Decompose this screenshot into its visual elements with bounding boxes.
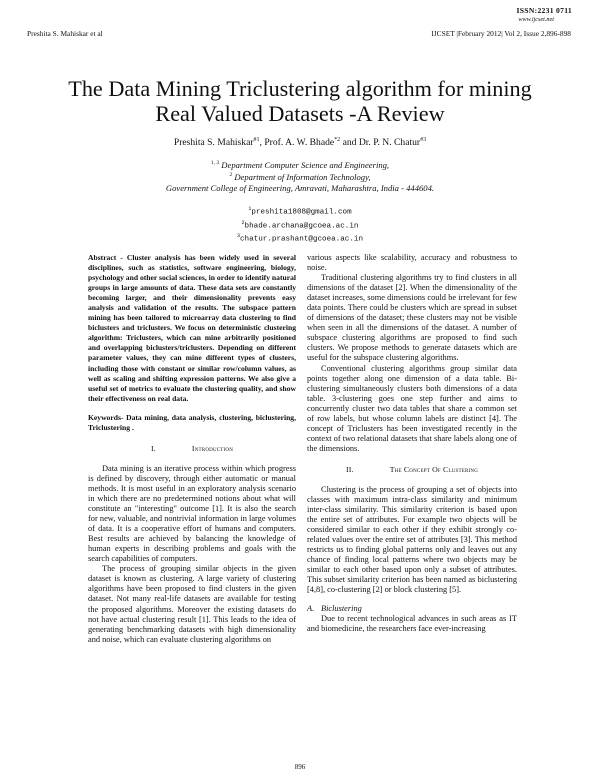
intro-paragraph-1: Data mining is an iterative process within which progress is defined by discovery, through either automatic or manual methods. It is most useful in an exploratory analysis scenario in which there are no predetermined notions about what will constitute an "interesting" outcome [1]. It is also the search for new, valuable, and nontrivial information in large volumes of data. It is a cooperative effort of humans and computers. Best results are achieved by balancing the knowledge of human experts in describing problems and goals with the search capabilities of computers. — [88, 463, 296, 564]
right-paragraph-1: Traditional clustering algorithms try to find clusters in all dimensions of the dataset [2]. When the dimensionality of the dataset increases, some dimensions could be irrelevant for few data points. There could be clusters which are spread in subset of dimensions of the dataset; these clusters may not be visible when seen in all the dimensions of the dataset. A number of subspace clustering algorithms are proposed to find such clusters. We propose methods to generate datasets which are useful for the subspace clustering algorithms. — [307, 273, 517, 363]
intro-paragraph-2: The process of grouping similar objects in the given dataset is known as clustering. A large variety of clustering algorithms have been proposed to find clusters in the given dataset. Not many real-life datasets are available for testing the proposed algorithms. Moreover the existing datasets do not have actual clustering result [1]. This leads to the idea of generating benchmarking datasets with high dimensionality and noise, which can evaluate clustering algorithms on — [88, 564, 296, 644]
author-1-sup: #1 — [253, 137, 260, 143]
author-2: , Prof. A. W. Bhade — [259, 137, 335, 149]
issn-label: ISSN:2231 0711 — [516, 6, 572, 15]
keywords: Keywords- Data mining, data analysis, clustering, biclustering, Triclustering . — [88, 412, 296, 432]
subsection-a-letter: A. — [307, 603, 315, 613]
affiliations — [0, 158, 600, 193]
section-2-title: The Concept Of Clustering — [389, 464, 479, 474]
email-2[interactable]: bhade.archana@gcoea.ac.in — [244, 222, 359, 231]
email-list — [0, 204, 600, 245]
section-heading-introduction — [88, 444, 296, 454]
title-line-1: The Data Mining Triclustering algorithm for mining — [68, 76, 532, 101]
affil-line-2: Department of Information Technology, — [232, 172, 371, 183]
section-2-number: II. — [345, 464, 354, 474]
affil-sup-2: 2 — [229, 172, 233, 179]
affil-line-3: Government College of Engineering, Amravati, Maharashtra, India - 444604. — [165, 182, 435, 193]
email-sup-2: 2 — [241, 219, 245, 226]
section-1-number: I. — [150, 443, 156, 453]
right-paragraph-0: various aspects like scalability, accuracy and robustness to noise. — [307, 253, 517, 273]
left-column — [88, 253, 296, 645]
affil-line-1: Department Computer Science and Engineering, — [219, 159, 390, 170]
email-sup-1: 1 — [248, 206, 252, 212]
author-3-sup: #3 — [420, 137, 427, 143]
journal-site: www.ijcset.net — [518, 16, 554, 23]
email-1[interactable]: preshita1808@gmail.com — [251, 208, 352, 217]
subsection-a-title: Biclustering — [321, 603, 362, 613]
author-2-sup: *2 — [334, 137, 341, 143]
subsection-heading-biclustering — [307, 604, 517, 614]
section-heading-concept — [307, 465, 517, 475]
email-3[interactable]: chatur.prashant@gcoea.ac.in — [239, 236, 364, 244]
section-1-title: Introduction — [191, 443, 234, 453]
running-head-right: IJCSET |February 2012| Vol 2, Issue 2,896-898 — [431, 29, 571, 38]
right-column — [307, 253, 517, 634]
author-list — [0, 137, 600, 148]
right-paragraph-4: Due to recent technological advances in such areas as IT and biomedicine, the researchers face ever-increasing — [307, 613, 517, 633]
abstract: Abstract - Cluster analysis has been widely used in several disciplines, such as statistics, software engineering, biology, psychology and other social sciences, in order to identify natural groups in large amounts of data. These data sets are constantly becoming larger, and their dimensionality prevents easy analysis and validation of the results. The subspace pattern mining has been tailored to microarray data clustering to find biclusters and triclusters. We focus on deterministic clustering algorithm: Triclusters, which can mine arbitrarily positioned and overlapping biclusters/triclusters. Depending on different parameter values, they can mine different types of clusters, including those with constant or similar row/column values, as well as scaling and shifting expression patterns. We also give a useful set of metrics to evaluate the clustering quality, and show their effectiveness on real data. — [88, 253, 296, 403]
paper-title — [0, 76, 600, 126]
right-paragraph-3: Clustering is the process of grouping a set of objects into classes with maximum intra-class similarity and minimum inter-class similarity. This similarity criterion is based upon the entire set of attributes. For example two objects will be considered similar to each other if they exhibit strongly co-related values over the entire set of attributes [3]. This method restricts us to finding global patterns only and leaves out any chance of finding local patterns where two objects may be similar to each other based upon only a subset of attributes. This subset similarity criterion has been named as biclustering [4,8], co-clustering [2] or block clustering [5]. — [307, 484, 517, 595]
page-number: 896 — [294, 763, 306, 771]
affil-sup-1: 1, 3 — [210, 160, 220, 166]
email-sup-3: 3 — [236, 233, 240, 240]
author-1: Preshita S. Mahiskar — [173, 137, 254, 149]
running-head-left: Preshita S. Mahiskar et al — [27, 29, 103, 38]
author-3: and Dr. P. N. Chatur — [340, 137, 421, 149]
title-line-2: Real Valued Datasets -A Review — [155, 101, 445, 126]
right-paragraph-2: Conventional clustering algorithms group similar data points together along one dimension of a data table. Bi-clustering simultaneously clusters both dimensions of a data table. 3-clustering goes one step further and aims to concurrently cluster two data tables that share a common set of row labels, but whose column labels are distinct [4]. The concept of Triclusters has been investigated recently in the context of two relational datasets that share labels along one of the dimensions. — [307, 363, 517, 453]
